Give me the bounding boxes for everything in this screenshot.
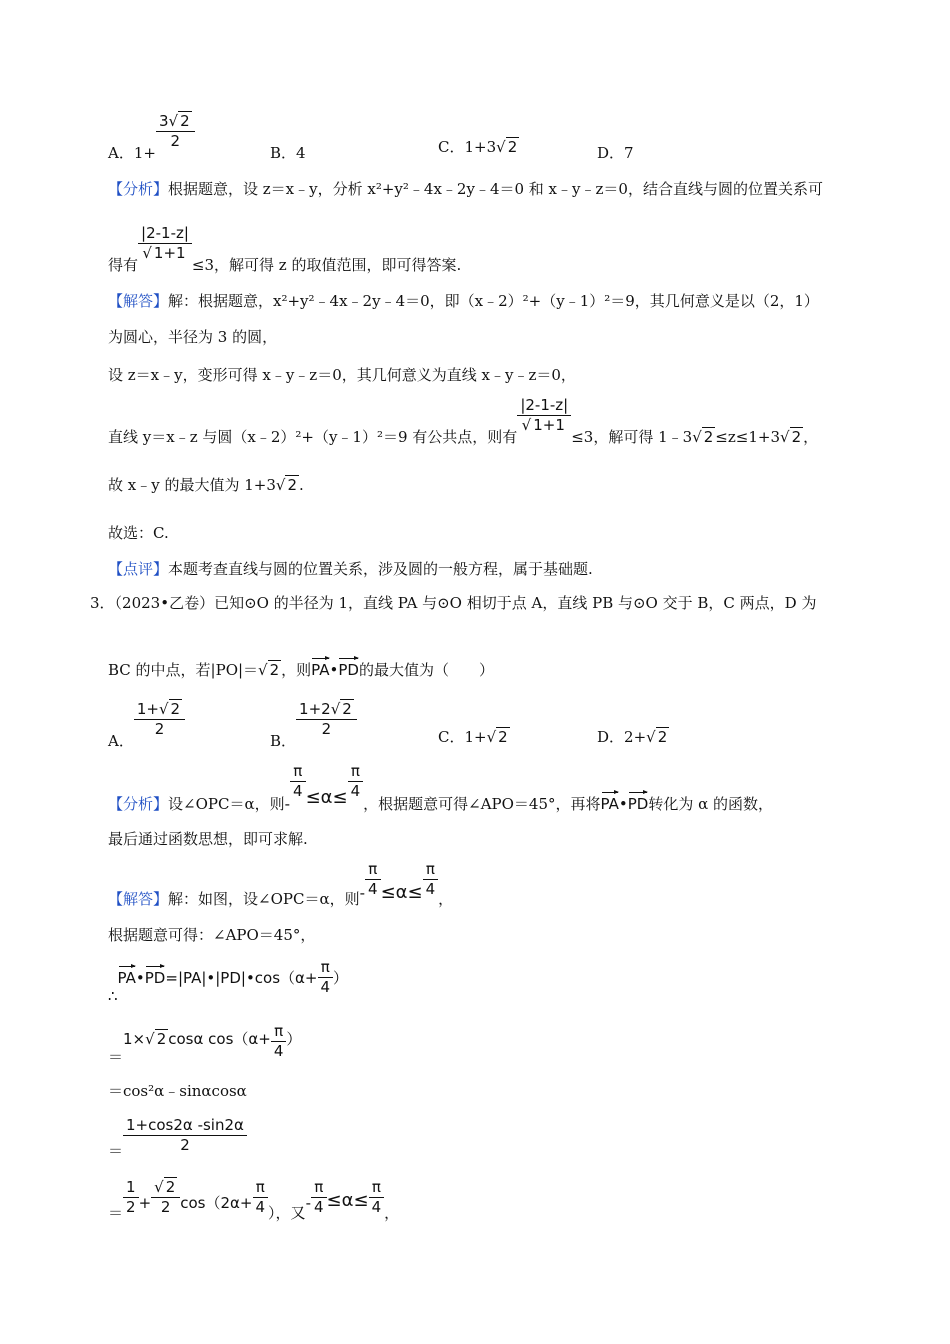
q2-option-a: A．1+ $\frac{3√ 2}{2}$ xyxy=(108,112,195,151)
q2-comment: 【点评】本题考查直线与圆的位置关系，涉及圆的一般方程，属于基础题. xyxy=(108,560,593,578)
analysis-tag: 【分析】 xyxy=(108,795,169,813)
answer-tag: 【解答】 xyxy=(108,292,169,310)
q3-step4: ＝ $\frac{1+\cos 2\alpha -\sin 2\alpha}{2}$ xyxy=(108,1116,247,1155)
q3-stem-line2: BC 的中点，若|PO|＝√ 2 ，则PA•PD的最大值为（ ） xyxy=(108,656,494,681)
q2-answer-line3: 设 z＝x﹣y，变形可得 x﹣y﹣z＝0，其几何意义为直线 x﹣y﹣z＝0， xyxy=(108,366,576,384)
answer-tag: 【解答】 xyxy=(108,890,169,908)
q3-option-b: B． $\frac{1+2√ 2}{2}$ xyxy=(270,700,357,739)
q2-option-b: B．4 xyxy=(270,144,306,162)
q2-option-d: D．7 xyxy=(597,144,634,162)
q3-step1: ∴PA•PD=|PA|•|PD|•cos（α+ $\frac{\pi}{4}$ ） xyxy=(108,958,349,1005)
comment-tag: 【点评】 xyxy=(108,560,169,578)
q2-choice: 故选：C. xyxy=(108,524,169,542)
q3-step5: ＝ $\frac{1}{2}$ + $\frac{√ 2}{2}$ cos（2α+ $\frac{\pi}{4}$ ），又- $\frac{\pi}{4}$ ≤α≤ $\frac{\pi}{4}$ ， xyxy=(108,1178,400,1222)
q3-step3: ＝cos²α﹣sinαcosα xyxy=(108,1082,247,1100)
analysis-tag: 【分析】 xyxy=(108,180,169,198)
sqrt-symbol: √ 2 xyxy=(496,138,518,156)
q3-step2: ＝1×√ 2 cosα cos（α+ $\frac{\pi}{4}$ ） xyxy=(108,1022,302,1066)
q3-option-d: D．2+√ 2 xyxy=(597,728,668,746)
q3-answer-line1: 【解答】解：如图，设∠OPC＝α，则- $\frac{\pi}{4}$ ≤α≤ $\frac{\pi}{4}$ ， xyxy=(108,860,454,908)
q2-answer-line5: 故 x﹣y 的最大值为 1+3√ 2 . xyxy=(108,476,304,494)
q3-option-c: C．1+√ 2 xyxy=(438,728,508,746)
q2-answer-line1: 【解答】解：根据题意，x²+y²﹣4x﹣2y﹣4＝0，即（x﹣2）²+（y﹣1）²＝9，其几何意义是以（2，1） xyxy=(108,292,819,310)
q2-answer-line4: 直线 y＝x﹣z 与圆（x﹣2）²+（y﹣1）²＝9 有公共点，则有 $\frac{|2-1-z|}{√ 1+1}$ ≤3，解可得 1﹣3√ 2 ≤z≤1+3√ 2 ， xyxy=(108,396,819,446)
q3-answer-line2: 根据题意可得：∠APO＝45°， xyxy=(108,926,316,944)
q2-analysis-line2: 得有 $\frac{|2-1-z|}{√ 1+1}$ ≤3，解可得 z 的取值范围，即可得答案. xyxy=(108,224,462,274)
q3-option-a: A． $\frac{1+√ 2}{2}$ xyxy=(108,700,185,739)
q3-stem-line1: 3．（2023•乙卷）已知⊙O 的半径为 1，直线 PA 与⊙O 相切于点 A，直线 PB 与⊙O 交于 B，C 两点，D 为 xyxy=(90,594,817,612)
q3-analysis-line1: 【分析】设∠OPC＝α，则- $\frac{\pi}{4}$ ≤α≤ $\frac{\pi}{4}$ ，根据题意可得∠APO＝45°，再将PA•PD转化为 α 的函数， xyxy=(108,762,774,813)
q3-analysis-line2: 最后通过函数思想，即可求解. xyxy=(108,830,308,848)
q2-option-c: C．1+3√ 2 xyxy=(438,138,518,156)
q2-answer-line2: 为圆心，半径为 3 的圆， xyxy=(108,328,278,346)
q2-analysis-line1: 【分析】根据题意，设 z＝x﹣y，分析 x²+y²﹣4x﹣2y﹣4＝0 和 x﹣y﹣z＝0，结合直线与圆的位置关系可 xyxy=(108,180,823,198)
